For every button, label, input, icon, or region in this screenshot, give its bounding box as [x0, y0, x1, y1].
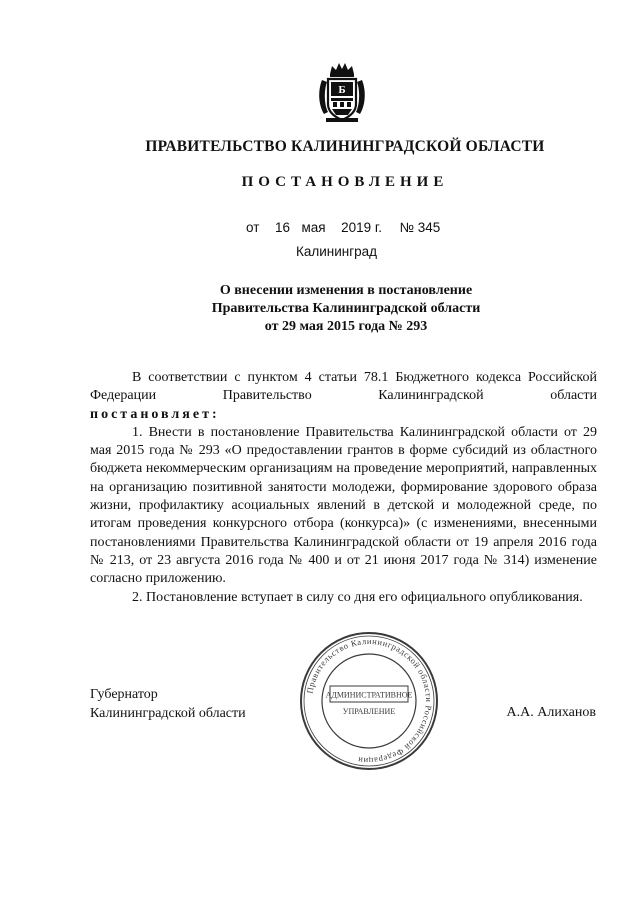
official-seal-stamp	[298, 630, 440, 772]
stamp-center-line-2: УПРАВЛЕНИЕ	[342, 707, 396, 716]
signer-name: А.А. Алиханов	[506, 705, 596, 720]
signer-position	[90, 686, 246, 723]
document-body	[90, 369, 597, 607]
number-sign: №	[399, 220, 414, 235]
stamp-center-line-1: АДМИНИСТРАТИВНОЕ	[325, 690, 413, 700]
date-month: мая	[301, 220, 326, 235]
date-year: 2019 г.	[341, 220, 382, 235]
resolves-label: постановляет:	[90, 406, 220, 422]
item-1-paragraph: 1. Внести в постановление Правительства Калининградской области от 29 мая 2015 года № 293 «О предоставлении грантов в форме субсидий из областного бюджета некоммерческим организациям на проведение мероприятий, направленных на организацию позитивной занятости молодежи, формирование здорового образа жизни, профилактику асоциальных явлений в детской и молодежной среде, по итогам проведения конкурсного отбора (конкурса)» (с изменениями, внесенными постановлениями Правительства Калининградской области от 19 апреля 2016 года № 213, от 23 августа 2016 года № 400 и от 21 июня 2017 года № 314) изменение согласно приложению.	[90, 424, 597, 587]
preamble-paragraph: В соответствии с пунктом 4 статьи 78.1 Бюджетного кодекса Российской Федерации Правительство Калининградской области	[90, 370, 597, 404]
document-subject	[0, 282, 640, 336]
signer-position-line: Калининградской области	[90, 705, 246, 721]
stamp-ring-text: Правительство Калининградской области Российской Федерации	[304, 635, 435, 767]
date-prefix: от	[246, 220, 260, 235]
item-2-paragraph: 2. Постановление вступает в силу со дня его официального опубликования.	[132, 589, 583, 605]
document-date	[246, 220, 440, 235]
subject-line: от 29 мая 2015 года № 293	[264, 319, 428, 334]
date-day: 16	[274, 220, 290, 235]
signer-position-line: Губернатор	[90, 687, 158, 702]
document-number: 345	[417, 220, 441, 235]
subject-line: О внесении изменения в постановление	[219, 283, 473, 298]
document-city: Калининград	[296, 244, 378, 259]
subject-line: Правительства Калининградской области	[211, 301, 481, 316]
government-title: ПРАВИТЕЛЬСТВО КАЛИНИНГРАДСКОЙ ОБЛАСТИ	[145, 138, 545, 155]
coat-of-arms-icon	[314, 60, 370, 124]
emblem-letter: Б	[338, 84, 346, 96]
document-type: ПОСТАНОВЛЕНИЕ	[241, 174, 449, 190]
